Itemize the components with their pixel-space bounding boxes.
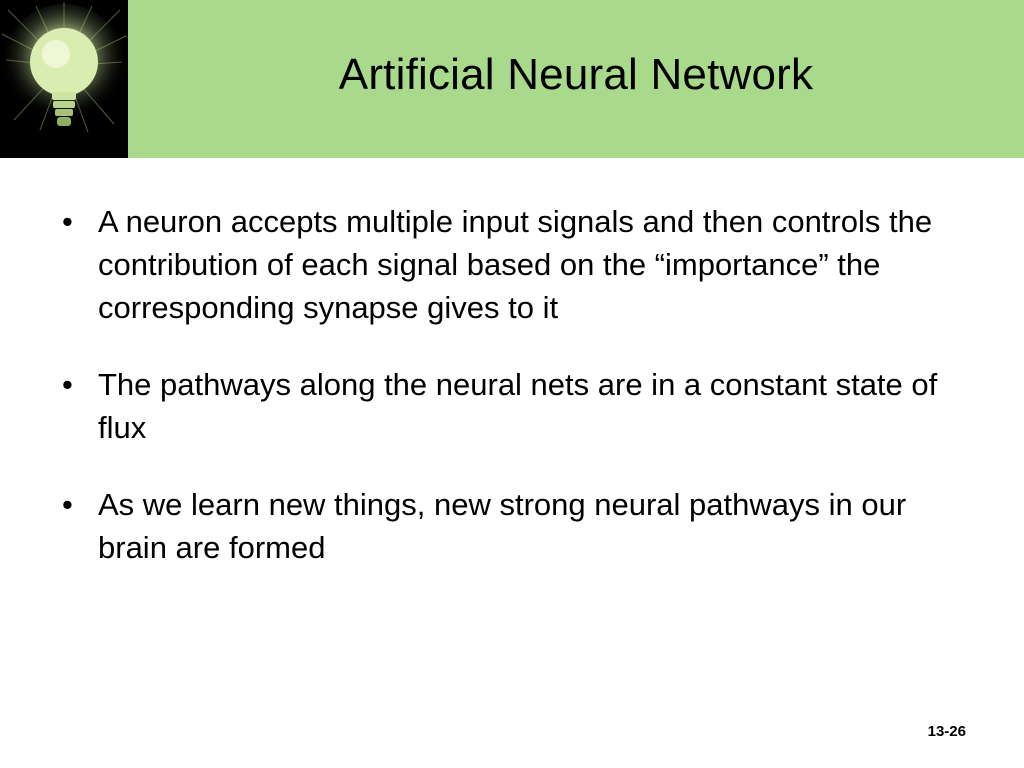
slide-body [0, 158, 1024, 768]
bullet-text: As we learn new things, new strong neural pathways in our brain are formed [98, 487, 907, 565]
list-item [62, 363, 954, 449]
logo-container [0, 0, 128, 158]
bullet-text: A neuron accepts multiple input signals and then controls the contribution of each signal based on the “importance” the corresponding synapse gives to it [98, 204, 933, 325]
page-title: Artificial Neural Network [338, 50, 814, 99]
page-number: 13-26 [927, 723, 966, 740]
bullet-marker-icon: • [62, 204, 73, 239]
slide-header [0, 0, 1024, 158]
bullet-text: The pathways along the neural nets are in a constant state of flux [98, 367, 938, 445]
bullet-marker-icon: • [62, 367, 73, 402]
list-item [62, 483, 954, 569]
bullet-marker-icon: • [62, 487, 73, 522]
lightbulb-icon [0, 0, 128, 158]
list-item [62, 200, 954, 329]
bullet-list [0, 158, 1024, 569]
